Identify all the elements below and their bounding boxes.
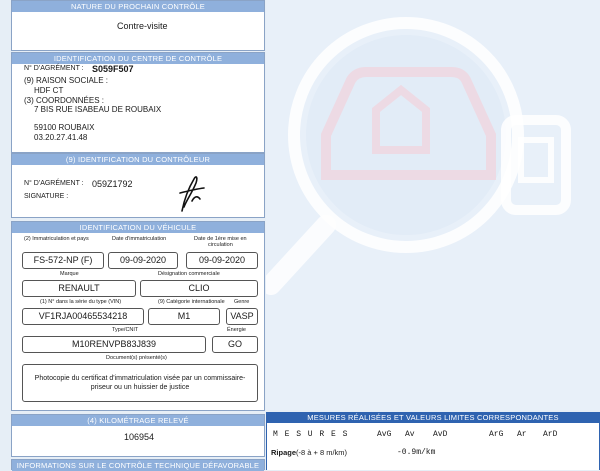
ripage-limit: (-8 à + 8 m/km) [296,448,348,457]
center-coord-label: (3) COORDONNÉES : [24,96,105,105]
designation-field: CLIO [140,280,258,297]
energie-label: Énergie [227,327,246,333]
measures-col-arg: ArG [489,430,504,439]
date-first-field: 09-09-2020 [186,252,258,269]
type-field: M10RENVPB83J839 [22,336,206,353]
date-immat-label: Date d'immatriculation [112,236,167,242]
info-footer-panel [11,459,265,470]
measures-col-ard: ArD [543,430,558,439]
measures-col-av: Av [405,430,415,439]
type-label: Type/CNIT [112,327,139,333]
immat-label: (2) Immatriculation et pays [24,236,89,242]
center-address-line2: 59100 ROUBAIX [34,123,95,132]
designation-label: Désignation commerciale [158,271,220,277]
documents-value: Photocopie du certificat d'immatriculation visée par un commissaire-priseur ou un huissier de justice [34,375,246,391]
measures-col-avg: AvG [377,430,392,439]
vin-label: (1) N° dans la série du type (VIN) [40,299,122,305]
next-control-panel [11,0,265,51]
center-panel [11,52,265,153]
measures-col-avd: AvD [433,430,448,439]
mileage-value: 106954 [124,432,155,442]
info-footer-header: INFORMATIONS SUR LE CONTRÔLE TECHNIQUE DÉFAVORABLE [12,460,264,471]
measures-panel [266,412,600,470]
measures-title: M E S U R E S [273,430,349,439]
documents-field [22,364,258,402]
watermark-panel [266,0,600,410]
center-agrement-label: N° D'AGRÉMENT : [24,65,84,72]
next-control-body [12,12,264,50]
controller-signature-label: SIGNATURE : [24,193,69,200]
date-first-label-1: Date de 1ère mise en [194,236,247,242]
date-first-label-2: circulation [208,242,233,248]
controller-agrement-value: 059Z1792 [92,179,133,189]
mileage-body [12,426,264,456]
measures-col-ar: Ar [517,430,527,439]
handwritten-signature-icon [172,171,212,215]
date-immat-field: 09-09-2020 [108,252,178,269]
mileage-header: (4) KILOMÉTRAGE RELEVÉ [12,415,264,426]
measures-header: MESURES RÉALISÉES ET VALEURS LIMITES CORRESPONDANTES [267,413,599,423]
center-raison-label: (9) RAISON SOCIALE : [24,76,109,85]
genre-label: Genre [234,299,250,305]
categorie-label: (9) Catégorie internationale [158,299,225,305]
marque-label: Marque [60,271,79,277]
vehicle-panel [11,221,265,411]
ripage-value: -0.9m/km [397,448,436,457]
center-raison-value: HDF CT [34,86,64,95]
categorie-field: M1 [148,308,220,325]
center-agrement-value: S059F507 [92,64,134,74]
controller-panel [11,153,265,218]
vin-field: VF1RJA00465534218 [22,308,144,325]
next-control-value: Contre-visite [117,21,168,31]
controller-body [12,165,264,217]
center-phone: 03.20.27.41.48 [34,133,88,142]
center-body [12,64,264,152]
marque-field: RENAULT [22,280,136,297]
vehicle-body [12,233,264,410]
documents-label: Document(s) présenté(s) [106,355,167,361]
immat-field: FS-572-NP (F) [22,252,104,269]
genre-field: VASP [226,308,258,325]
center-header: IDENTIFICATION DU CENTRE DE CONTRÔLE [12,53,264,64]
energie-field: GO [212,336,258,353]
magnifier-car-watermark-icon [266,0,600,410]
ripage-label: Ripage [271,448,297,457]
next-control-header: NATURE DU PROCHAIN CONTRÔLE [12,1,264,12]
center-address-line1: 7 BIS RUE ISABEAU DE ROUBAIX [34,105,162,114]
controller-header: (9) IDENTIFICATION DU CONTRÔLEUR [12,154,264,165]
controller-agrement-label: N° D'AGRÉMENT : [24,180,84,187]
mileage-panel [11,414,265,457]
vehicle-header: IDENTIFICATION DU VÉHICULE [12,222,264,233]
